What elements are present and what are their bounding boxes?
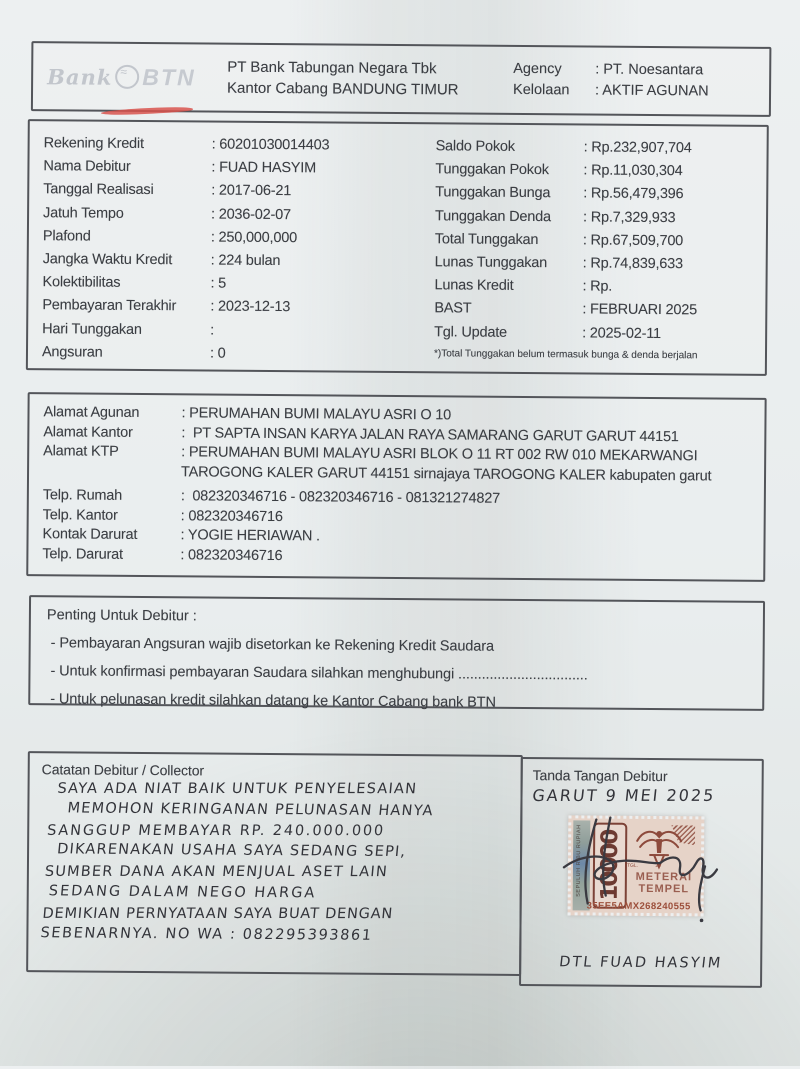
field-telp-darurat: Telp. Darurat : 082320346716 xyxy=(42,545,283,564)
field-kontak-darurat: Kontak Darurat : YOGIE HERIAWAN . xyxy=(42,526,320,545)
debtor-notes-box xyxy=(26,751,523,976)
note-line: SEBENARNYA. NO WA : 082295393861 xyxy=(39,924,374,944)
note-line: DIKARENAKAN USAHA SAYA SEDANG SEPI, xyxy=(56,841,407,861)
signature-box xyxy=(519,757,764,988)
field-telp-kantor: Telp. Kantor : 082320346716 xyxy=(42,506,283,525)
kelolaan-label: Kelolaan xyxy=(513,81,570,99)
notice-title: Penting Untuk Debitur : xyxy=(46,607,197,625)
field-tgl-update: Tgl. Update : 2025-02-11 xyxy=(434,323,661,342)
handwritten-note xyxy=(40,777,508,947)
field-jatuh-tempo: Jatuh Tempo : 2036-02-07 xyxy=(43,204,291,223)
signature-title: Tanda Tangan Debitur xyxy=(532,767,668,785)
field-nama-debitur: Nama Debitur : FUAD HASYIM xyxy=(43,158,317,177)
logo-red-swoosh xyxy=(101,105,193,117)
notice-box xyxy=(28,595,765,711)
note-line: DEMIKIAN PERNYATAAN SAYA BUAT DENGAN xyxy=(41,905,394,922)
hologram-strip xyxy=(573,820,591,910)
agency-value: : PT. Noesantara xyxy=(595,61,704,79)
stamp-year-label: 20 xyxy=(655,863,661,870)
bank-branch-name: Kantor Cabang BANDUNG TIMUR xyxy=(227,79,459,99)
tunggakan-footnote: *)Total Tunggakan belum termasuk bunga & denda berjalan xyxy=(433,348,698,362)
notice-item: - Untuk pelunasan kredit silahkan datang ke Kantor Cabang bank BTN xyxy=(50,691,496,711)
field-tunggakan-denda: Tunggakan Denda : Rp.7,329,933 xyxy=(435,207,676,226)
note-line: SAYA ADA NIAT BAIK UNTUK PENYELESAIAN xyxy=(56,780,418,798)
stamp-value-frame xyxy=(593,823,628,909)
logo-bank-word: Bank xyxy=(47,63,113,90)
credit-detail-box xyxy=(26,119,769,376)
notes-title: Catatan Debitur / Collector xyxy=(41,761,205,779)
field-lunas-kredit: Lunas Kredit : Rp. xyxy=(434,277,613,295)
logo-btn-word: BTN xyxy=(142,63,196,90)
btn-emblem-icon xyxy=(115,64,139,88)
field-telp-rumah: Telp. Rumah : 082320346716 - 082320346716 - 081321274827 xyxy=(42,487,501,507)
field-tunggakan-pokok: Tunggakan Pokok : Rp.11,030,304 xyxy=(435,161,683,180)
bank-identity xyxy=(227,57,513,101)
address-box xyxy=(26,392,766,582)
meterai-stamp xyxy=(568,815,705,916)
field-lunas-tunggakan: Lunas Tunggakan : Rp.74,839,633 xyxy=(434,254,683,273)
stamp-meterai-text: METERAI TEMPEL xyxy=(635,870,693,896)
stamp-value: 10000 xyxy=(596,830,624,901)
stamp-side-text: SEPULUH RIBU RUPIAH xyxy=(575,824,583,897)
handwritten-name: DTL FUAD HASYIM xyxy=(558,954,724,972)
agency-info xyxy=(513,59,769,103)
stamp-serial-number: 35EE5AMX268240555 xyxy=(586,900,691,913)
field-bast: BAST : FEBRUARI 2025 xyxy=(434,300,698,319)
notice-item: - Pembayaran Angsuran wajib disetorkan ke Rekening Kredit Saudara xyxy=(50,635,495,655)
field-total-tunggakan: Total Tunggakan : Rp.67,509,700 xyxy=(434,231,684,250)
field-tunggakan-bunga: Tunggakan Bunga : Rp.56,479,396 xyxy=(435,184,684,203)
note-line: SEDANG DALAM NEGO HARGA xyxy=(48,883,318,902)
header-box xyxy=(31,41,772,117)
agency-label: Agency xyxy=(513,60,562,78)
field-jangka-waktu: Jangka Waktu Kredit : 224 bulan xyxy=(42,251,281,270)
bank-company-name: PT Bank Tabungan Negara Tbk xyxy=(227,58,437,78)
field-kolektibilitas: Kolektibilitas : 5 xyxy=(42,274,227,292)
field-plafond: Plafond : 250,000,000 xyxy=(42,228,298,246)
field-alamat-agunan: Alamat Agunan : PERUMAHAN BUMI MALAYU ASRI O 10 xyxy=(43,404,452,424)
note-line: SANGGUP MEMBAYAR RP. 240.000.000 xyxy=(46,822,386,839)
field-alamat-ktp: Alamat KTP : PERUMAHAN BUMI MALAYU ASRI BLOK O 11 RT 002 RW 010 MEKARWANGI TAROGONG KALER GARUT 44151 sirnajaya TAROGONG KALER kabupaten garut xyxy=(43,443,712,484)
note-line: MEMOHON KERINGANAN PELUNASAN HANYA xyxy=(66,800,435,820)
field-rekening-kredit: Rekening Kredit : 60201030014403 xyxy=(43,135,330,154)
btn-bank-logo xyxy=(33,63,227,92)
kelolaan-value: : AKTIF AGUNAN xyxy=(595,82,709,100)
notice-item: - Untuk konfirmasi pembayaran Saudara silahkan menghubungi ................................. xyxy=(50,663,588,684)
credit-left-column xyxy=(42,132,436,360)
handwritten-date: GARUT 9 MEI 2025 xyxy=(531,785,717,805)
field-tanggal-realisasi: Tanggal Realisasi : 2017-06-21 xyxy=(43,181,292,200)
field-hari-tunggakan: Hari Tunggakan : xyxy=(42,320,215,339)
credit-right-column xyxy=(434,135,753,362)
field-pembayaran-terakhir: Pembayaran Terakhir : 2023-12-13 xyxy=(42,297,291,316)
field-angsuran: Angsuran : 0 xyxy=(41,344,226,362)
field-alamat-kantor: Alamat Kantor : PT SAPTA INSAN KARYA JALAN RAYA SAMARANG GARUT GARUT 44151 xyxy=(43,423,679,445)
note-line: SUMBER DANA AKAN MENJUAL ASET LAIN xyxy=(44,864,389,881)
stamp-tgl-label: TGL. xyxy=(626,862,639,869)
field-saldo-pokok: Saldo Pokok : Rp.232,907,704 xyxy=(435,138,692,157)
